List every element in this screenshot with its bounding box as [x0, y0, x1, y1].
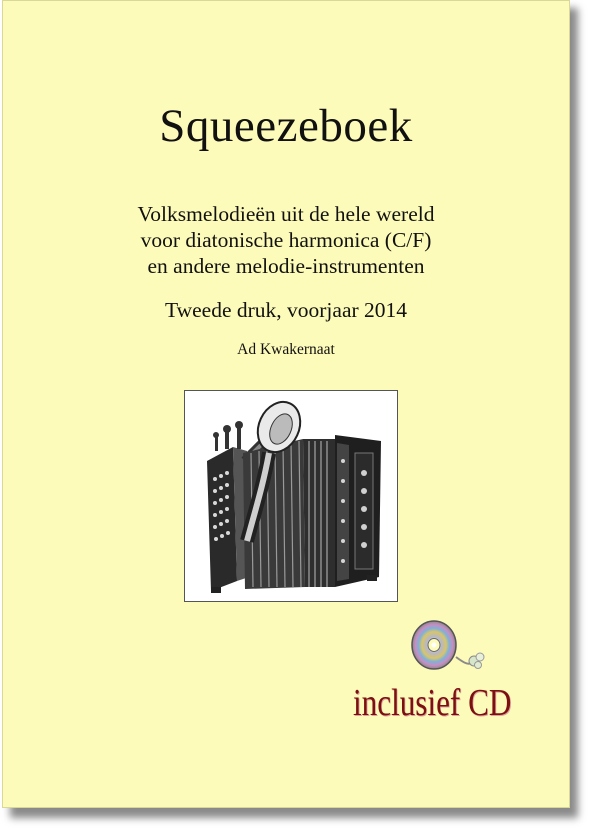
- cd-included-label: inclusief CD: [353, 682, 512, 724]
- book-subtitle: [3, 201, 569, 279]
- accordion-illustration: [184, 390, 398, 602]
- author-name: Ad Kwakernaat: [237, 341, 335, 358]
- book-title: Squeezeboek: [159, 100, 413, 152]
- book-cover: [2, 0, 570, 808]
- subtitle-line-1: Volksmelodieën uit de hele wereld: [137, 202, 435, 226]
- accordion-with-horn-icon: [185, 391, 397, 601]
- subtitle-line-2: voor diatonische harmonica (C/F): [140, 228, 432, 252]
- cd-icon: [408, 617, 490, 677]
- subtitle-line-3: en andere melodie-instrumenten: [147, 254, 425, 278]
- edition-line: Tweede druk, voorjaar 2014: [164, 298, 408, 322]
